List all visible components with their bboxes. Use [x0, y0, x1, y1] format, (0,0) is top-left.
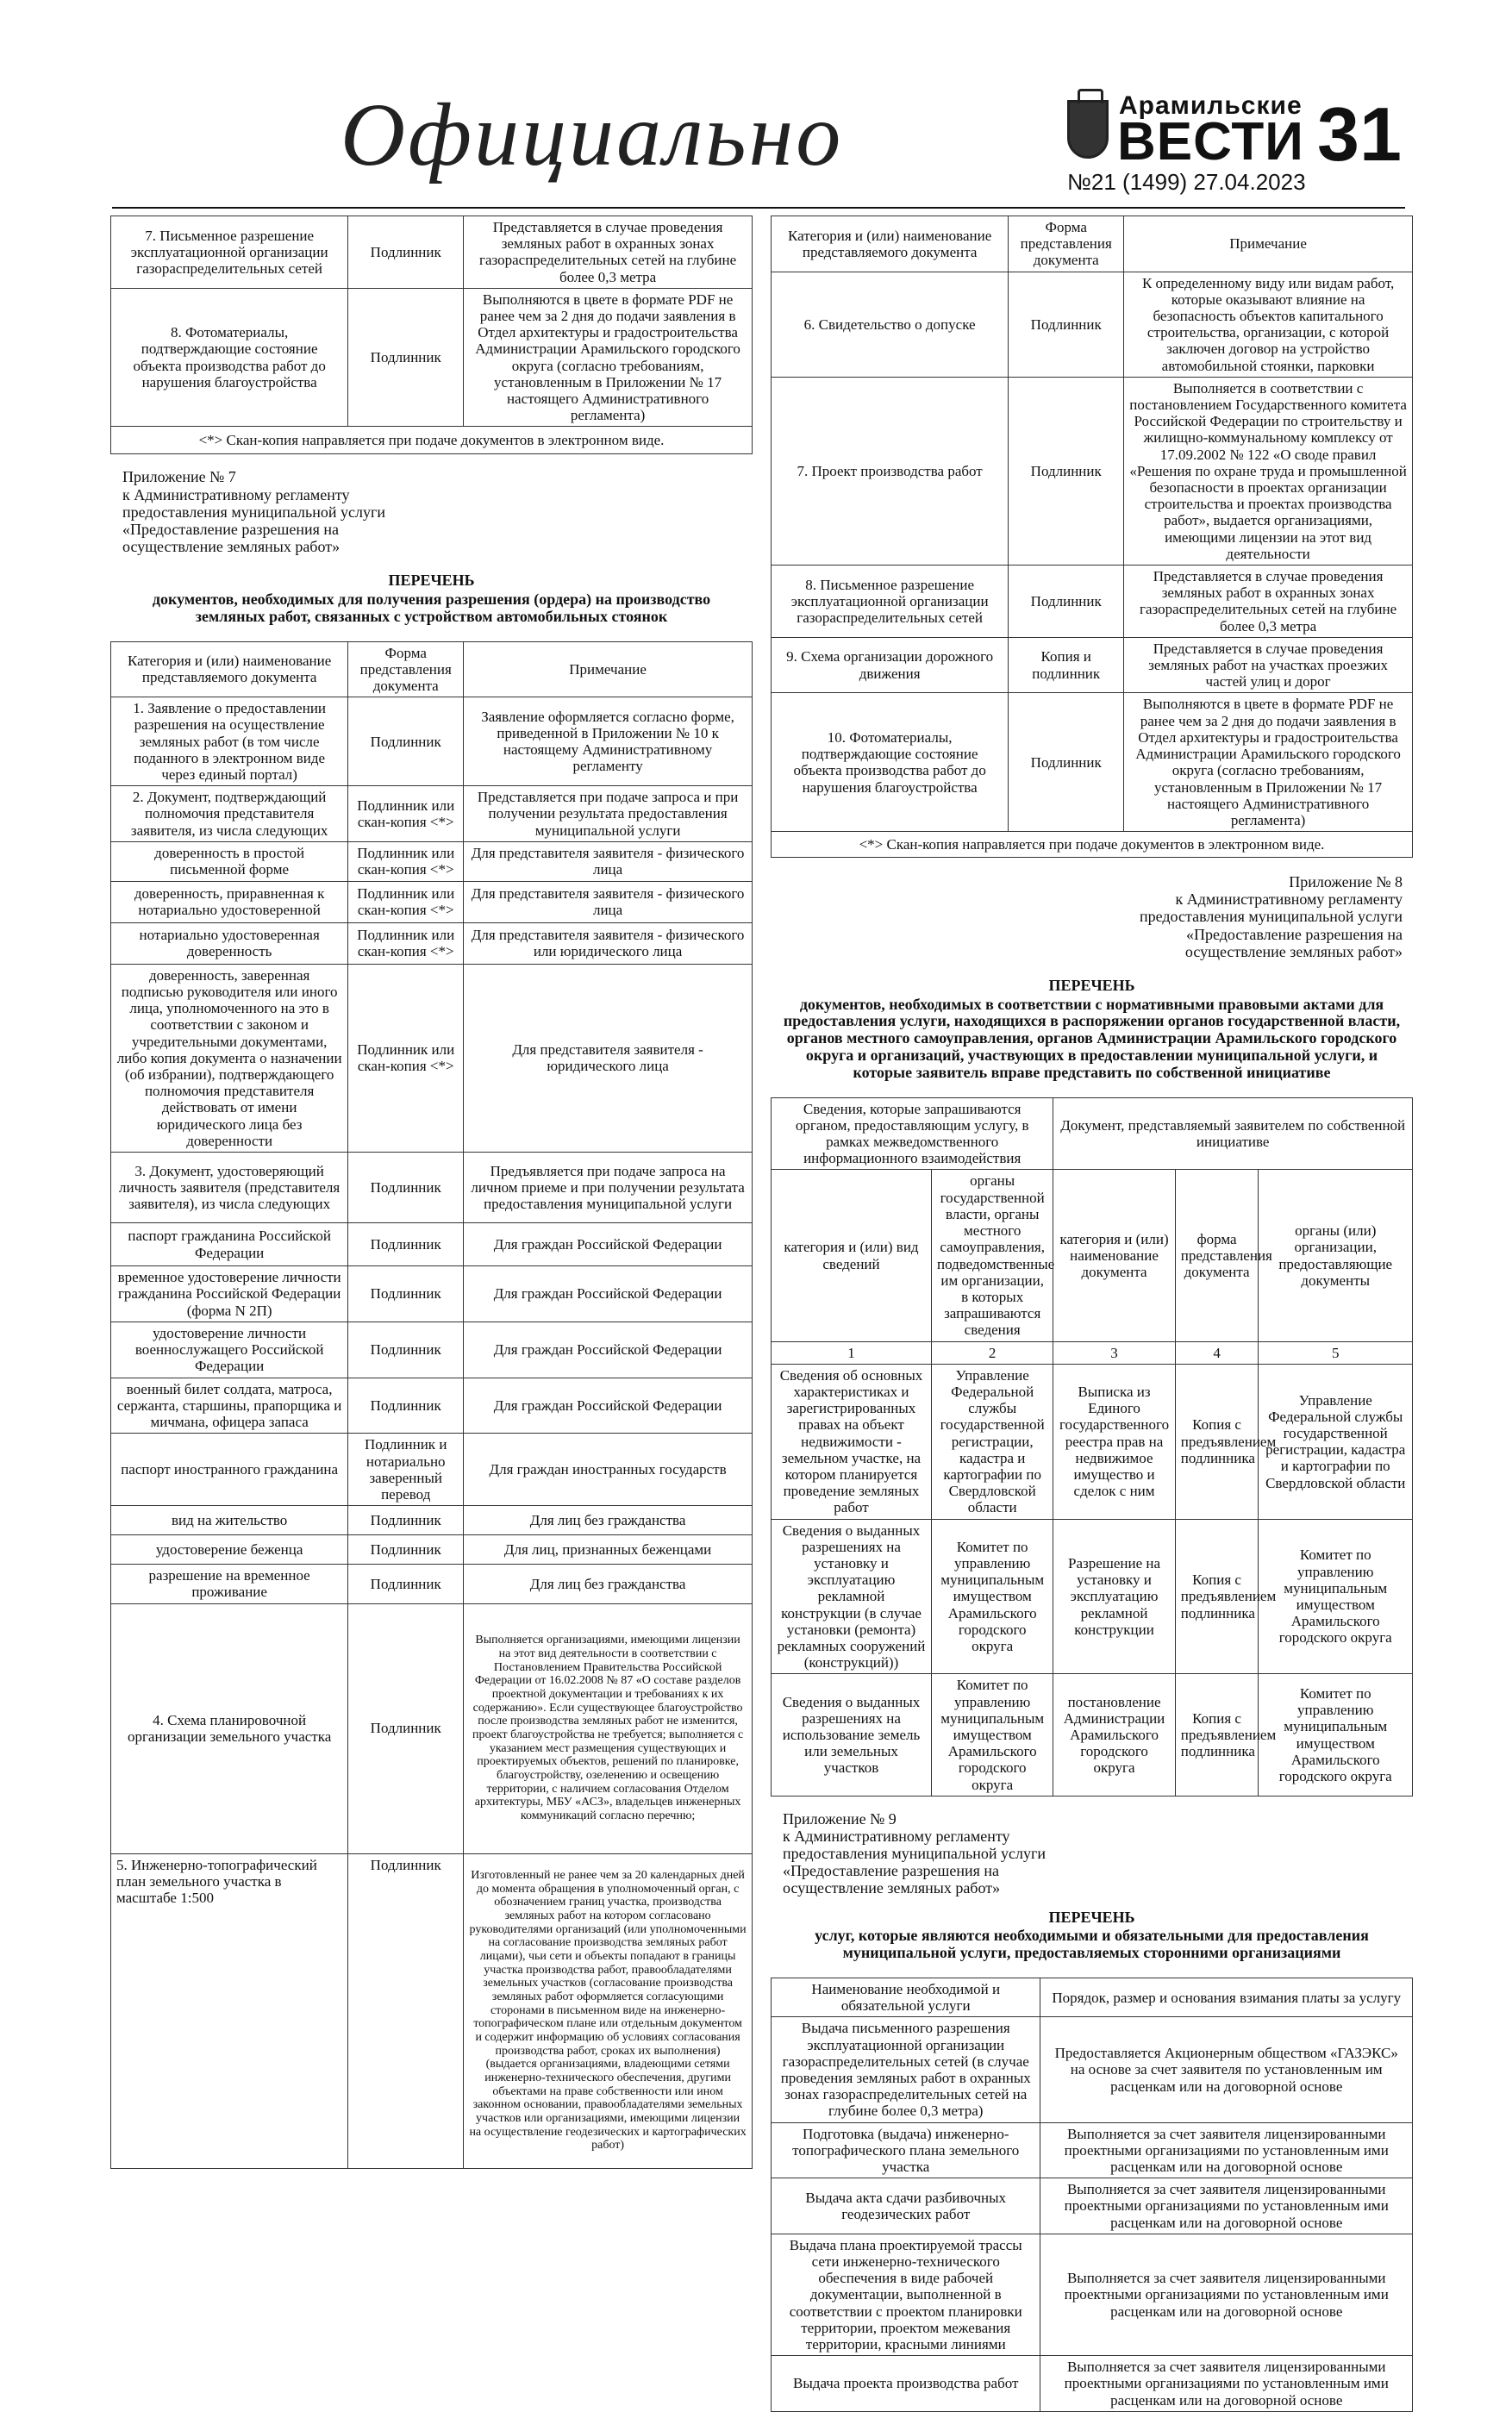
table-cell: Копия с предъявлением подлинника: [1175, 1364, 1259, 1519]
table-cell: Подлинник: [348, 1535, 464, 1565]
annex-line: осуществление земляных работ»: [122, 538, 341, 556]
annex-line: к Административному регламенту: [122, 485, 350, 503]
table-cell: Подлинник: [348, 1603, 464, 1853]
annex-line: предоставления муниципальной услуги: [122, 503, 385, 521]
table-cell: Выполняется за счет заявителя лицензированными проектными организациями по установленным ими расценкам или на договорной основе: [1040, 2234, 1413, 2355]
table-cell: Разрешение на установку и эксплуатацию рекламной конструкции: [1053, 1519, 1175, 1674]
annex-line: «Предоставление разрешения на: [1185, 925, 1403, 943]
table-cell: 6. Свидетельство о допуске: [772, 272, 1009, 377]
annex-line: Приложение № 7: [122, 468, 236, 486]
table-row: [111, 1378, 753, 1434]
table-row: [111, 1434, 753, 1506]
table-cell: Комитет по управлению муниципальным имуществом Арамильского городского округа: [932, 1519, 1053, 1674]
table-cell: Комитет по управлению муниципальным имуществом Арамильского городского округа: [1259, 1519, 1413, 1674]
table-cell: Выполняются в цвете в формате PDF не ранее чем за 2 дня до подачи заявления в Отдел архитектуры и градостроительства Администрации Арамильского городского округа (согласно требованиям, установленным в Приложении № 17 настоящего Административного регламента): [464, 288, 753, 427]
table-footnote: <*> Скан-копия направляется при подаче документов в электронном виде.: [772, 832, 1413, 858]
table-row: [111, 841, 753, 881]
table-row: [111, 1266, 753, 1322]
table-row: [111, 1223, 753, 1266]
table-cell: Сведения о выданных разрешениях на установку и эксплуатацию рекламной конструкции (в случае установки (ремонта) рекламных сооружений (конструкций)): [772, 1519, 932, 1674]
table-header-row: [772, 1978, 1413, 2016]
table-row: [111, 1506, 753, 1535]
right-top-table: [771, 216, 1413, 858]
annex-7-block: [122, 468, 753, 555]
table-row: [111, 922, 753, 964]
table-cell: Подлинник: [348, 216, 464, 289]
column-number: 3: [1053, 1341, 1175, 1364]
table-row: [772, 272, 1413, 377]
column-header: Наименование необходимой и обязательной услуги: [772, 1978, 1040, 2016]
table-cell: удостоверение личности военнослужащего Российской Федерации: [111, 1322, 348, 1378]
column-group-header: Документ, представляемый заявителем по собственной инициативе: [1053, 1097, 1413, 1170]
table-cell: К определенному виду или видам работ, которые оказывают влияние на безопасность объектов капитального строительства, организации, с которой заключен договор на устройство автомобильной стоянки, парковки: [1124, 272, 1413, 377]
list-8-subtitle: документов, необходимых в соответствии с нормативными правовыми актами для предоставления услуги, находящихся в распоряжении органов государственной власти, органов местного самоуправления, органов Администрации Арамильского городского округа и организаций, участвующих в предоставлении муниципальной услуги, и которые заявитель вправе представить по собственной инициативе: [783, 995, 1401, 1081]
table-cell: Для представителя заявителя - физического лица: [464, 841, 753, 881]
column-number: 5: [1259, 1341, 1413, 1364]
table-cell: Подлинник: [348, 1153, 464, 1223]
table-cell: доверенность в простой письменной форме: [111, 841, 348, 881]
newspaper-logo: [1067, 91, 1304, 172]
table-cell: Выдача письменного разрешения эксплуатационной организации газораспределительных сетей (в случае проведения земляных работ в охранных зонах газораспределительных сетей на глубине более 0,3 метра): [772, 2017, 1040, 2122]
list-7-title: ПЕРЕЧЕНЬ: [388, 572, 475, 590]
table-cell: Представляется в случае проведения земляных работ в охранных зонах газораспределительных сетей на глубине более 0,3 метра: [1124, 566, 1413, 638]
table-cell: Выполняются в цвете в формате PDF не ранее чем за 2 дня до подачи заявления в Отдел архитектуры и градостроительства Администрации Арамильского городского округа (согласно требованиям, установленным в Приложении № 17 настоящего Административного регламента): [1124, 693, 1413, 832]
table-row: [111, 881, 753, 922]
table-cell: 1. Заявление о предоставлении разрешения на осуществление земляных работ (в том числе поданного в электронном виде через единый портал): [111, 697, 348, 786]
table-cell: 4. Схема планировочной организации земельного участка: [111, 1603, 348, 1853]
table-cell: Представляется в случае проведения земляных работ в охранных зонах газораспределительных сетей на глубине более 0,3 метра: [464, 216, 753, 289]
table-cell: 9. Схема организации дорожного движения: [772, 637, 1009, 693]
table-row: [772, 2234, 1413, 2355]
table-cell: Представляется в случае проведения земляных работ на участках проезжих частей улиц и дорог: [1124, 637, 1413, 693]
annex-line: осуществление земляных работ»: [1184, 942, 1403, 960]
table-cell: Подлинник: [348, 1853, 464, 2168]
table-row: [772, 2122, 1413, 2178]
table-cell: Для граждан Российской Федерации: [464, 1223, 753, 1266]
column-number: 2: [932, 1341, 1053, 1364]
table-cell: Подготовка (выдача) инженерно-топографического плана земельного участка: [772, 2122, 1040, 2178]
table-cell: Подлинник: [1009, 377, 1124, 565]
table-cell: Выполняется организациями, имеющими лицензии на этот вид деятельности в соответствии с Постановлением Правительства Российской Федерации от 16.02.2008 № 87 «О составе разделов проектной документации и требованиях к их содержанию». Если существующее благоустройство после производства земляных работ не изменится, проект благоустройства не требуется; выполняется с указанием мест размещения существующих и проектируемых объектов, решений по планировке, благоустройству, озеленению и освещению территории, с наличием согласования Отделом архитектуры, МБУ «АСЗ», владельцев инженерных коммуникаций согласно перечню;: [464, 1603, 753, 1853]
table-cell: разрешение на временное проживание: [111, 1565, 348, 1603]
table-cell: Копия с предъявлением подлинника: [1175, 1519, 1259, 1674]
table-cell: военный билет солдата, матроса, сержанта, старшины, прапорщика и мичмана, офицера запаса: [111, 1378, 348, 1434]
table-cell: 7. Проект производства работ: [772, 377, 1009, 565]
table-footnote-row: [772, 832, 1413, 858]
table-cell: Копия с предъявлением подлинника: [1175, 1674, 1259, 1796]
table-cell: Подлинник: [348, 697, 464, 786]
services-table-9: [771, 1978, 1413, 2412]
table-cell: Подлинник или скан-копия <*>: [348, 922, 464, 964]
table-group-row: [772, 1097, 1413, 1170]
table-row: [111, 964, 753, 1152]
table-cell: паспорт гражданина Российской Федерации: [111, 1223, 348, 1266]
table-row: [772, 2356, 1413, 2412]
table-cell: Заявление оформляется согласно форме, приведенной в Приложении № 10 к настоящему Административному регламенту: [464, 697, 753, 786]
table-row: [772, 1364, 1413, 1519]
table-cell: Для граждан Российской Федерации: [464, 1378, 753, 1434]
table-cell: 7. Письменное разрешение эксплуатационной организации газораспределительных сетей: [111, 216, 348, 289]
list-8-title: ПЕРЕЧЕНЬ: [1048, 976, 1135, 994]
left-column: [110, 216, 753, 2169]
table-cell: Управление Федеральной службы государственной регистрации, кадастра и картографии по Свердловской области: [932, 1364, 1053, 1519]
table-cell: Подлинник: [348, 1565, 464, 1603]
column-group-header: Сведения, которые запрашиваются органом, предоставляющим услугу, в рамках межведомственного информационного взаимодействия: [772, 1097, 1053, 1170]
annex-line: осуществление земляных работ»: [783, 1879, 1001, 1897]
header-rule: [112, 207, 1405, 209]
table-cell: 2. Документ, подтверждающий полномочия представителя заявителя, из числа следующих: [111, 786, 348, 842]
table-cell: паспорт иностранного гражданина: [111, 1434, 348, 1506]
table-cell: Управление Федеральной службы государственной регистрации, кадастра и картографии по Свердловской области: [1259, 1364, 1413, 1519]
logo-top-text: Арамильские: [1119, 91, 1303, 120]
table-cell: Выдача плана проектируемой трассы сети инженерно-технического обеспечения в виде рабочей документации, выполненной в соответствии с проектом планировки территории, проектом межевания территории, красными линиями: [772, 2234, 1040, 2355]
table-cell: постановление Администрации Арамильского городского округа: [1053, 1674, 1175, 1796]
table-row: [111, 216, 753, 289]
table-cell: Подлинник и нотариально заверенный перевод: [348, 1434, 464, 1506]
column-header: Форма представления документа: [1009, 216, 1124, 272]
list-9-subtitle: услуг, которые являются необходимыми и обязательными для предоставления муниципальной услуги, предоставляемых сторонними организациями: [815, 1927, 1369, 1962]
table-row: [111, 1322, 753, 1378]
table-header-row: [111, 641, 753, 697]
documents-table-8: [771, 1097, 1413, 1797]
table-cell: Для лиц без гражданства: [464, 1565, 753, 1603]
table-cell: 5. Инженерно-топографический план земельного участка в масштабе 1:500: [111, 1853, 348, 2168]
column-number: 1: [772, 1341, 932, 1364]
table-row: [772, 637, 1413, 693]
table-cell: Выполняется за счет заявителя лицензированными проектными организациями по установленным ими расценкам или на договорной основе: [1040, 2178, 1413, 2234]
table-row: [111, 786, 753, 842]
left-top-table: [110, 216, 753, 454]
table-row: [111, 288, 753, 427]
table-row: [772, 693, 1413, 832]
table-row: [111, 697, 753, 786]
table-cell: доверенность, приравненная к нотариально удостоверенной: [111, 881, 348, 922]
table-row: [772, 2017, 1413, 2122]
table-row: [772, 2178, 1413, 2234]
right-column: [771, 216, 1413, 2412]
table-cell: Подлинник: [1009, 272, 1124, 377]
crest-icon: [1067, 100, 1109, 159]
column-header: Категория и (или) наименование представляемого документа: [772, 216, 1009, 272]
column-header: Порядок, размер и основания взимания платы за услугу: [1040, 1978, 1413, 2016]
table-cell: временное удостоверение личности гражданина Российской Федерации (форма N 2П): [111, 1266, 348, 1322]
table-cell: Для граждан Российской Федерации: [464, 1266, 753, 1322]
table-row: [772, 1674, 1413, 1796]
table-cell: Выдача акта сдачи разбивочных геодезических работ: [772, 2178, 1040, 2234]
table-row: [111, 1535, 753, 1565]
table-cell: Сведения об основных характеристиках и зарегистрированных правах на объект недвижимости - земельном участке, на котором планируется проведение земляных работ: [772, 1364, 932, 1519]
table-cell: Подлинник или скан-копия <*>: [348, 881, 464, 922]
page-header: [0, 0, 1512, 198]
annex-line: к Административному регламенту: [783, 1827, 1010, 1845]
annex-line: предоставления муниципальной услуги: [1140, 908, 1403, 926]
annex-line: Приложение № 9: [783, 1809, 897, 1828]
table-cell: Для представителя заявителя - юридического лица: [464, 964, 753, 1152]
annex-line: предоставления муниципальной услуги: [783, 1845, 1046, 1863]
table-cell: Изготовленный не ранее чем за 20 календарных дней до момента обращения в уполномоченный орган, с обозначением границ участка, производства земляных работ на котором согласовано руководителями организаций (или уполномоченными на согласование производства земляных работ лицами), чьи сети и объекты попадают в границы участка производства работ, правообладателями земельных участков (согласование производства земляных работ оформляется согласующими сторонами в письменном виде на инженерно-топографическом плане или отдельным документом и содержит информацию об условиях согласования производства работ, сроках их выполнения) (выдается организациями, владеющими сетями инженерно-технического обеспечения, другими объектами на праве собственности или ином законном основании, правообладателями земельных участков или организациями, имеющими лицензии на осуществление геодезических и картографических работ): [464, 1853, 753, 2168]
table-cell: Выполняется в соответствии с постановлением Государственного комитета Российской Федерации по строительству и жилищно-коммунальному комплексу от 17.09.2002 № 122 «О своде правил «Решения по охране труда и промышленной безопасности в проектах организации строительства и проектах производства работ», выдается организациями, имеющими лицензии на этот вид деятельности: [1124, 377, 1413, 565]
annex-line: Приложение № 8: [1289, 873, 1403, 891]
table-cell: Предоставляется Акционерным обществом «ГАЗЭКС» на основе за счет заявителя по установленным им расценкам или на договорной основе: [1040, 2017, 1413, 2122]
table-cell: Для лиц без гражданства: [464, 1506, 753, 1535]
table-cell: Комитет по управлению муниципальным имуществом Арамильского городского округа: [1259, 1674, 1413, 1796]
section-title: Официально: [341, 85, 844, 184]
table-cell: Подлинник: [348, 1322, 464, 1378]
table-row: [111, 1565, 753, 1603]
issue-info: №21 (1499) 27.04.2023: [1067, 169, 1306, 195]
table-cell: Выполняется за счет заявителя лицензированными проектными организациями по установленным ими расценкам или на договорной основе: [1040, 2122, 1413, 2178]
table-cell: Для граждан Российской Федерации: [464, 1322, 753, 1378]
table-header-row: [772, 216, 1413, 272]
column-header: форма представления документа: [1175, 1170, 1259, 1341]
table-row: [111, 1603, 753, 1853]
column-header: органы государственной власти, органы местного самоуправления, подведомственные им организации, в которых запрашиваются сведения: [932, 1170, 1053, 1341]
page-number: 31: [1317, 91, 1402, 177]
table-footnote-row: [111, 427, 753, 454]
column-header: категория и (или) наименование документа: [1053, 1170, 1175, 1341]
table-cell: нотариально удостоверенная доверенность: [111, 922, 348, 964]
table-cell: доверенность, заверенная подписью руководителя или иного лица, уполномоченного на это в соответствии с законом и учредительными документами, либо копия документа о назначении (об избрании), подтверждающего полномочия представителя действовать от имени юридического лица без доверенности: [111, 964, 348, 1152]
column-header: Категория и (или) наименование представляемого документа: [111, 641, 348, 697]
table-row: [772, 1519, 1413, 1674]
table-cell: Подлинник или скан-копия <*>: [348, 841, 464, 881]
table-cell: Выдача проекта производства работ: [772, 2356, 1040, 2412]
table-row: [772, 377, 1413, 565]
documents-table-7: [110, 641, 753, 2169]
table-cell: удостоверение беженца: [111, 1535, 348, 1565]
table-cell: Подлинник: [348, 1266, 464, 1322]
table-cell: 8. Письменное разрешение эксплуатационной организации газораспределительных сетей: [772, 566, 1009, 638]
table-cell: Подлинник: [348, 1506, 464, 1535]
annex-9-block: [783, 1810, 1413, 1897]
table-cell: Подлинник: [348, 1378, 464, 1434]
table-cell: Подлинник: [1009, 566, 1124, 638]
annex-line: к Административному регламенту: [1175, 890, 1403, 909]
column-header: органы (или) организации, предоставляющие документы: [1259, 1170, 1413, 1341]
column-header: Форма представления документа: [348, 641, 464, 697]
table-cell: Выписка из Единого государственного реестра прав на недвижимое имущество и сделок с ним: [1053, 1364, 1175, 1519]
table-row: [772, 566, 1413, 638]
table-cell: Подлинник или скан-копия <*>: [348, 964, 464, 1152]
column-header: категория и (или) вид сведений: [772, 1170, 932, 1341]
table-cell: Подлинник: [348, 1223, 464, 1266]
logo-main-text: ВЕСТИ: [1117, 112, 1304, 172]
table-cell: Подлинник: [1009, 693, 1124, 832]
table-cell: Подлинник: [348, 288, 464, 427]
table-cell: 3. Документ, удостоверяющий личность заявителя (представителя заявителя), из числа следующих: [111, 1153, 348, 1223]
column-header: Примечание: [464, 641, 753, 697]
annex-line: «Предоставление разрешения на: [783, 1862, 1000, 1880]
table-cell: Выполняется за счет заявителя лицензированными проектными организациями по установленным ими расценкам или на договорной основе: [1040, 2356, 1413, 2412]
column-number: 4: [1175, 1341, 1259, 1364]
annex-line: «Предоставление разрешения на: [122, 520, 340, 538]
table-row: [111, 1153, 753, 1223]
table-cell: Комитет по управлению муниципальным имуществом Арамильского городского округа: [932, 1674, 1053, 1796]
table-cell: Сведения о выданных разрешениях на использование земель или земельных участков: [772, 1674, 932, 1796]
table-footnote: <*> Скан-копия направляется при подаче документов в электронном виде.: [111, 427, 753, 454]
table-cell: Для граждан иностранных государств: [464, 1434, 753, 1506]
column-header: Примечание: [1124, 216, 1413, 272]
table-cell: Для лиц, признанных беженцами: [464, 1535, 753, 1565]
table-cell: Для представителя заявителя - физического или юридического лица: [464, 922, 753, 964]
table-cell: вид на жительство: [111, 1506, 348, 1535]
table-cell: Предъявляется при подаче запроса на личном приеме и при получении результата предоставления муниципальной услуги: [464, 1153, 753, 1223]
table-cell: Копия и подлинник: [1009, 637, 1124, 693]
column-number-row: [772, 1341, 1413, 1364]
table-cell: 8. Фотоматериалы, подтверждающие состояние объекта производства работ до нарушения благоустройства: [111, 288, 348, 427]
table-header-row: [772, 1170, 1413, 1341]
table-cell: Представляется при подаче запроса и при получении результата предоставления муниципальной услуги: [464, 786, 753, 842]
list-9-title: ПЕРЕЧЕНЬ: [1048, 1908, 1135, 1926]
annex-8-block: [771, 873, 1403, 960]
table-row: [111, 1853, 753, 2168]
table-cell: Для представителя заявителя - физического лица: [464, 881, 753, 922]
table-cell: 10. Фотоматериалы, подтверждающие состояние объекта производства работ до нарушения благоустройства: [772, 693, 1009, 832]
list-7-subtitle: документов, необходимых для получения разрешения (ордера) на производство земляных работ, связанных с устройством автомобильных стоянок: [152, 591, 711, 625]
table-cell: Подлинник или скан-копия <*>: [348, 786, 464, 842]
